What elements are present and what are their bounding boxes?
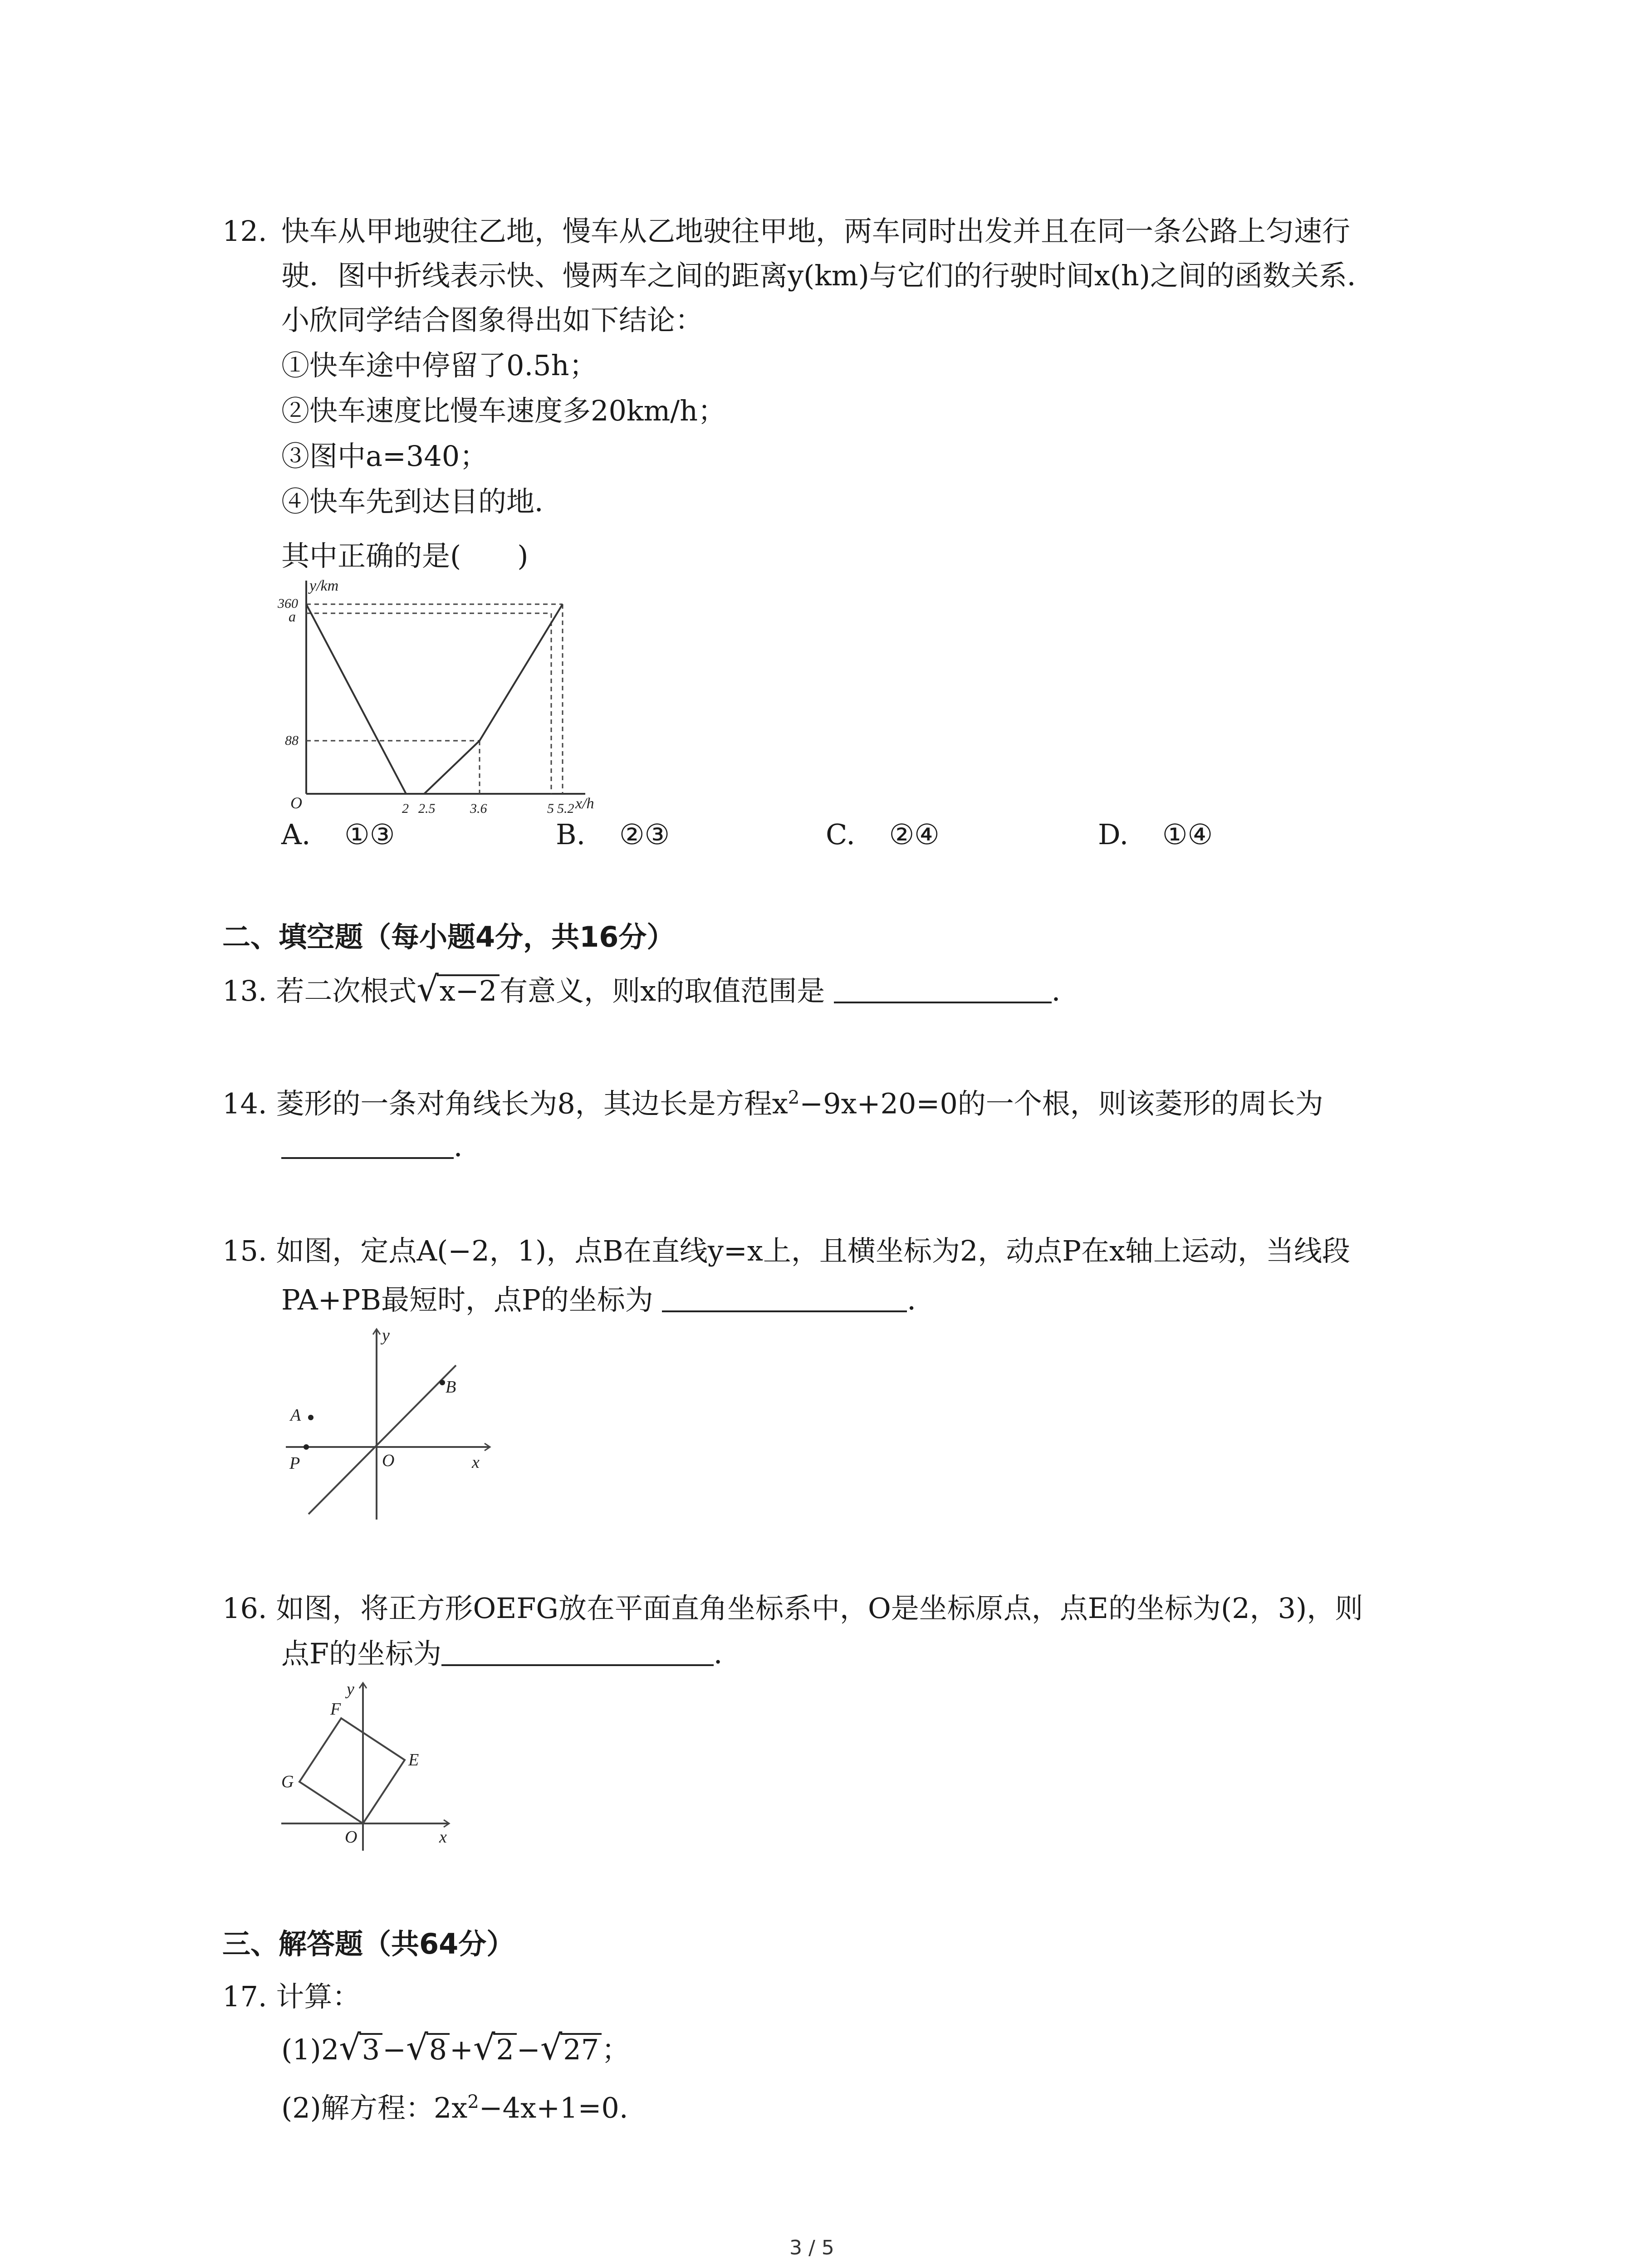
q15-line2: PA+PB最短时，点P的坐标为 ． [281, 1283, 936, 1316]
q12-y-label: y/km [309, 577, 339, 594]
q16-label-x: x [439, 1828, 447, 1847]
q12-tick-360: 360 [278, 596, 298, 611]
q15-line-y-eq-x [309, 1365, 456, 1514]
q15-answer-blank[interactable] [662, 1283, 907, 1312]
q14-line1: 14. 菱形的一条对角线长为8，其边长是方程$x^2-9x+20=0$的一个根，则该菱形的周长为 [222, 1087, 1323, 1120]
q14-number: 14. [222, 1087, 267, 1120]
q15-point-b [440, 1380, 445, 1385]
q12-option-d[interactable]: D. ①④ [1098, 818, 1213, 851]
q15-label-a: A [290, 1406, 301, 1425]
q12-origin: O [290, 794, 302, 812]
q16-graph [277, 1678, 467, 1860]
q16-label-e: E [408, 1750, 419, 1769]
q17-part-2: (2)解方程：$2x^2-4x+1=0$. [281, 2091, 628, 2125]
section-2-title: 二、填空题（每小题4分，共16分） [222, 920, 675, 953]
q13-radicand: x−2 [437, 974, 500, 1006]
q15-label-x: x [472, 1453, 480, 1472]
q12-option-a[interactable]: A. ①③ [281, 818, 395, 851]
q12-x-label: x/h [575, 795, 594, 812]
q13-answer-blank[interactable] [834, 974, 1052, 1003]
q12-option-b[interactable]: B. ②③ [556, 818, 670, 851]
q15-label-p: P [289, 1454, 300, 1473]
q12-conclusion-1: ①快车途中停留了0.5h； [281, 349, 598, 382]
q17-part-1: (1)2√3−√8+√2−√27； [281, 2027, 630, 2068]
q12-conclusion-2: ②快车速度比慢车速度多20km/h； [281, 394, 726, 427]
q17-title: 17. 计算： [222, 1980, 361, 2013]
q15-label-o: O [382, 1451, 395, 1470]
q16-label-f: F [330, 1700, 341, 1719]
q16-label-g: G [281, 1772, 294, 1791]
q16-label-o: O [345, 1828, 358, 1847]
page-number: 3 / 5 [789, 2236, 834, 2259]
q12-question: 其中正确的是( ) [281, 539, 529, 572]
q17-number: 17. [222, 1980, 267, 2013]
q16-line2: 点F的坐标为 ． [281, 1637, 742, 1670]
radical-sign: √ [416, 968, 439, 1009]
q16-answer-blank[interactable] [441, 1637, 714, 1666]
q12-distance-line [306, 604, 563, 794]
q15-point-a [308, 1415, 314, 1420]
q12-xtick-2: 2 [402, 801, 409, 816]
q12-number: 12. [222, 215, 267, 248]
q12-conclusion-3: ③图中a=340； [281, 440, 488, 473]
q15-number: 15. [222, 1234, 267, 1267]
q12-xtick-2.5: 2.5 [418, 801, 436, 816]
section-3-title: 三、解答题（共64分） [222, 1927, 515, 1960]
q16-number: 16. [222, 1592, 267, 1625]
q16-label-y: y [347, 1680, 354, 1699]
q16-square-oefg [299, 1718, 405, 1823]
q14-answer-blank[interactable] [281, 1130, 454, 1159]
q12-graph [272, 576, 599, 821]
q12-conclusion-4: ④快车先到达目的地． [281, 485, 563, 518]
q12-line2: 驶．图中折线表示快、慢两车之间的距离y(km)与它们的行驶时间x(h)之间的函数关系． [281, 259, 1376, 292]
q15-label-b: B [446, 1378, 456, 1397]
q13-number: 13. [222, 974, 267, 1007]
q12-line3: 小欣同学结合图象得出如下结论： [281, 303, 704, 337]
q12-xtick-5: 5 [547, 801, 554, 816]
q13: 13. 若二次根式√x−2有意义，则x的取值范围是 ． [222, 968, 1080, 1009]
q12-tick-88: 88 [285, 733, 299, 748]
q14-line2: ． [281, 1129, 482, 1165]
q12-xtick-3.6: 3.6 [470, 801, 487, 816]
q15-label-y: y [382, 1326, 390, 1345]
q12-line1: 快车从甲地驶往乙地，慢车从乙地驶往甲地，两车同时出发并且在同一条公路上匀速行 [281, 215, 1351, 248]
q12-option-c[interactable]: C. ②④ [826, 818, 940, 851]
q15-line1: 15. 如图，定点A(−2，1)，点B在直线y=x上，且横坐标为2，动点P在x轴上运动，当线段 [222, 1234, 1350, 1267]
q15-graph [281, 1325, 508, 1529]
q15-point-p [304, 1444, 309, 1450]
q12-xtick-5.2: 5.2 [557, 801, 574, 816]
q12-tick-a: a [289, 608, 296, 625]
q16-line1: 16. 如图，将正方形OEFG放在平面直角坐标系中，O是坐标原点，点E的坐标为(2，3)，则 [222, 1592, 1363, 1625]
